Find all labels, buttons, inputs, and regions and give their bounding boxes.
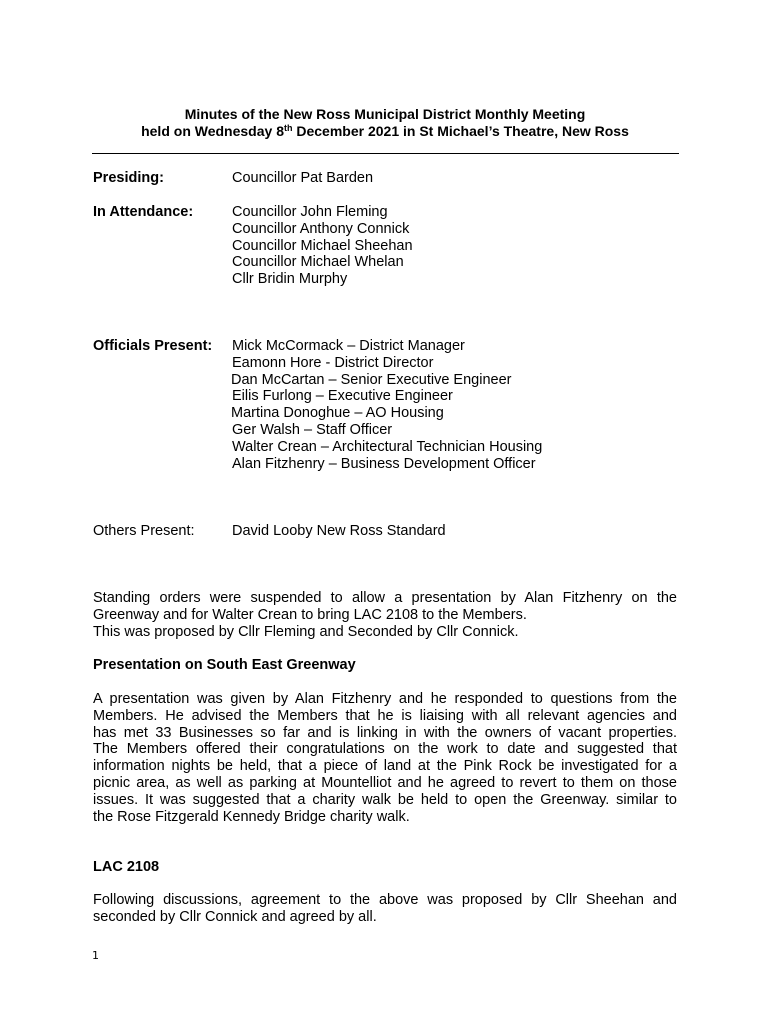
attendee-name: Councillor Michael Whelan <box>232 254 404 271</box>
lac-paragraph <box>93 892 677 926</box>
official-name: Martina Donoghue – AO Housing <box>231 405 444 422</box>
official-name: Walter Crean – Architectural Technician Housing <box>232 438 543 455</box>
presiding-name: Councillor Pat Barden <box>232 170 374 186</box>
attendee-name: Councillor Michael Sheehan <box>232 237 413 254</box>
paragraph-line: A presentation was given by Alan Fitzhenry and he responded to questions from the <box>93 691 677 707</box>
presiding-value <box>232 170 373 187</box>
paragraph-line: has met 33 Businesses so far and is linking in with the owners of vacant properties. <box>93 724 677 741</box>
lac-heading: LAC 2108 <box>93 859 160 875</box>
subtitle-text-end: December 2021 in St Michael’s Theatre, New Ross <box>292 123 629 139</box>
standing-orders-paragraph <box>93 590 677 640</box>
officials-label: Officials Present: <box>93 338 213 354</box>
official-name: Mick McCormack – District Manager <box>232 338 465 354</box>
attendee-name: Cllr Bridin Murphy <box>232 271 348 288</box>
paragraph-line: issues. It was suggested that a charity walk be held to open the Greenway. similar to <box>93 791 677 808</box>
ordinal-suffix: th <box>283 123 293 133</box>
official-name: Alan Fitzhenry – Business Development Officer <box>232 455 536 472</box>
paragraph-line: This was proposed by Cllr Fleming and Seconded by Cllr Connick. <box>93 623 519 640</box>
others-value <box>232 523 446 540</box>
paragraph-line: Standing orders were suspended to allow a presentation by Alan Fitzhenry on the <box>93 590 677 606</box>
official-name: Eamonn Hore - District Director <box>232 354 434 371</box>
paragraph-line: the Rose Fitzgerald Kennedy Bridge charity walk. <box>93 808 410 825</box>
officials-list <box>232 338 542 472</box>
subtitle-text: held on Wednesday 8 <box>141 123 284 139</box>
paragraph-line: The Members offered their congratulations on the work to date and suggested that <box>93 741 677 758</box>
attendance-list <box>232 204 413 288</box>
title-divider <box>92 153 679 154</box>
document-title: Minutes of the New Ross Municipal District Monthly Meeting <box>184 106 586 122</box>
attendee-name: Councillor Anthony Connick <box>232 220 410 237</box>
greenway-heading: Presentation on South East Greenway <box>93 657 356 673</box>
paragraph-line: seconded by Cllr Connick and agreed by all. <box>93 908 377 925</box>
document-subtitle <box>92 123 678 140</box>
others-name: David Looby New Ross Standard <box>232 523 446 539</box>
paragraph-line: Following discussions, agreement to the above was proposed by Cllr Sheehan and <box>93 892 677 908</box>
official-name: Ger Walsh – Staff Officer <box>232 421 393 438</box>
others-label: Others Present: <box>93 523 195 539</box>
paragraph-line: Greenway and for Walter Crean to bring LAC 2108 to the Members. <box>93 606 527 623</box>
attendance-label: In Attendance: <box>93 204 194 220</box>
greenway-paragraph <box>93 691 677 825</box>
paragraph-line: Members. He advised the Members that he is liaising with all relevant agencies and <box>93 707 677 724</box>
page-number: 1 <box>92 949 99 962</box>
paragraph-line: picnic area, as well as parking at Mountelliot and he agreed to revert to them on those <box>93 774 677 791</box>
attendee-name: Councillor John Fleming <box>232 204 388 220</box>
presiding-label: Presiding: <box>93 170 164 186</box>
official-name: Dan McCartan – Senior Executive Engineer <box>231 371 512 388</box>
paragraph-line: information nights be held, that a piece of land at the Pink Rock be investigated for a <box>93 758 677 775</box>
official-name: Eilis Furlong – Executive Engineer <box>232 388 453 405</box>
